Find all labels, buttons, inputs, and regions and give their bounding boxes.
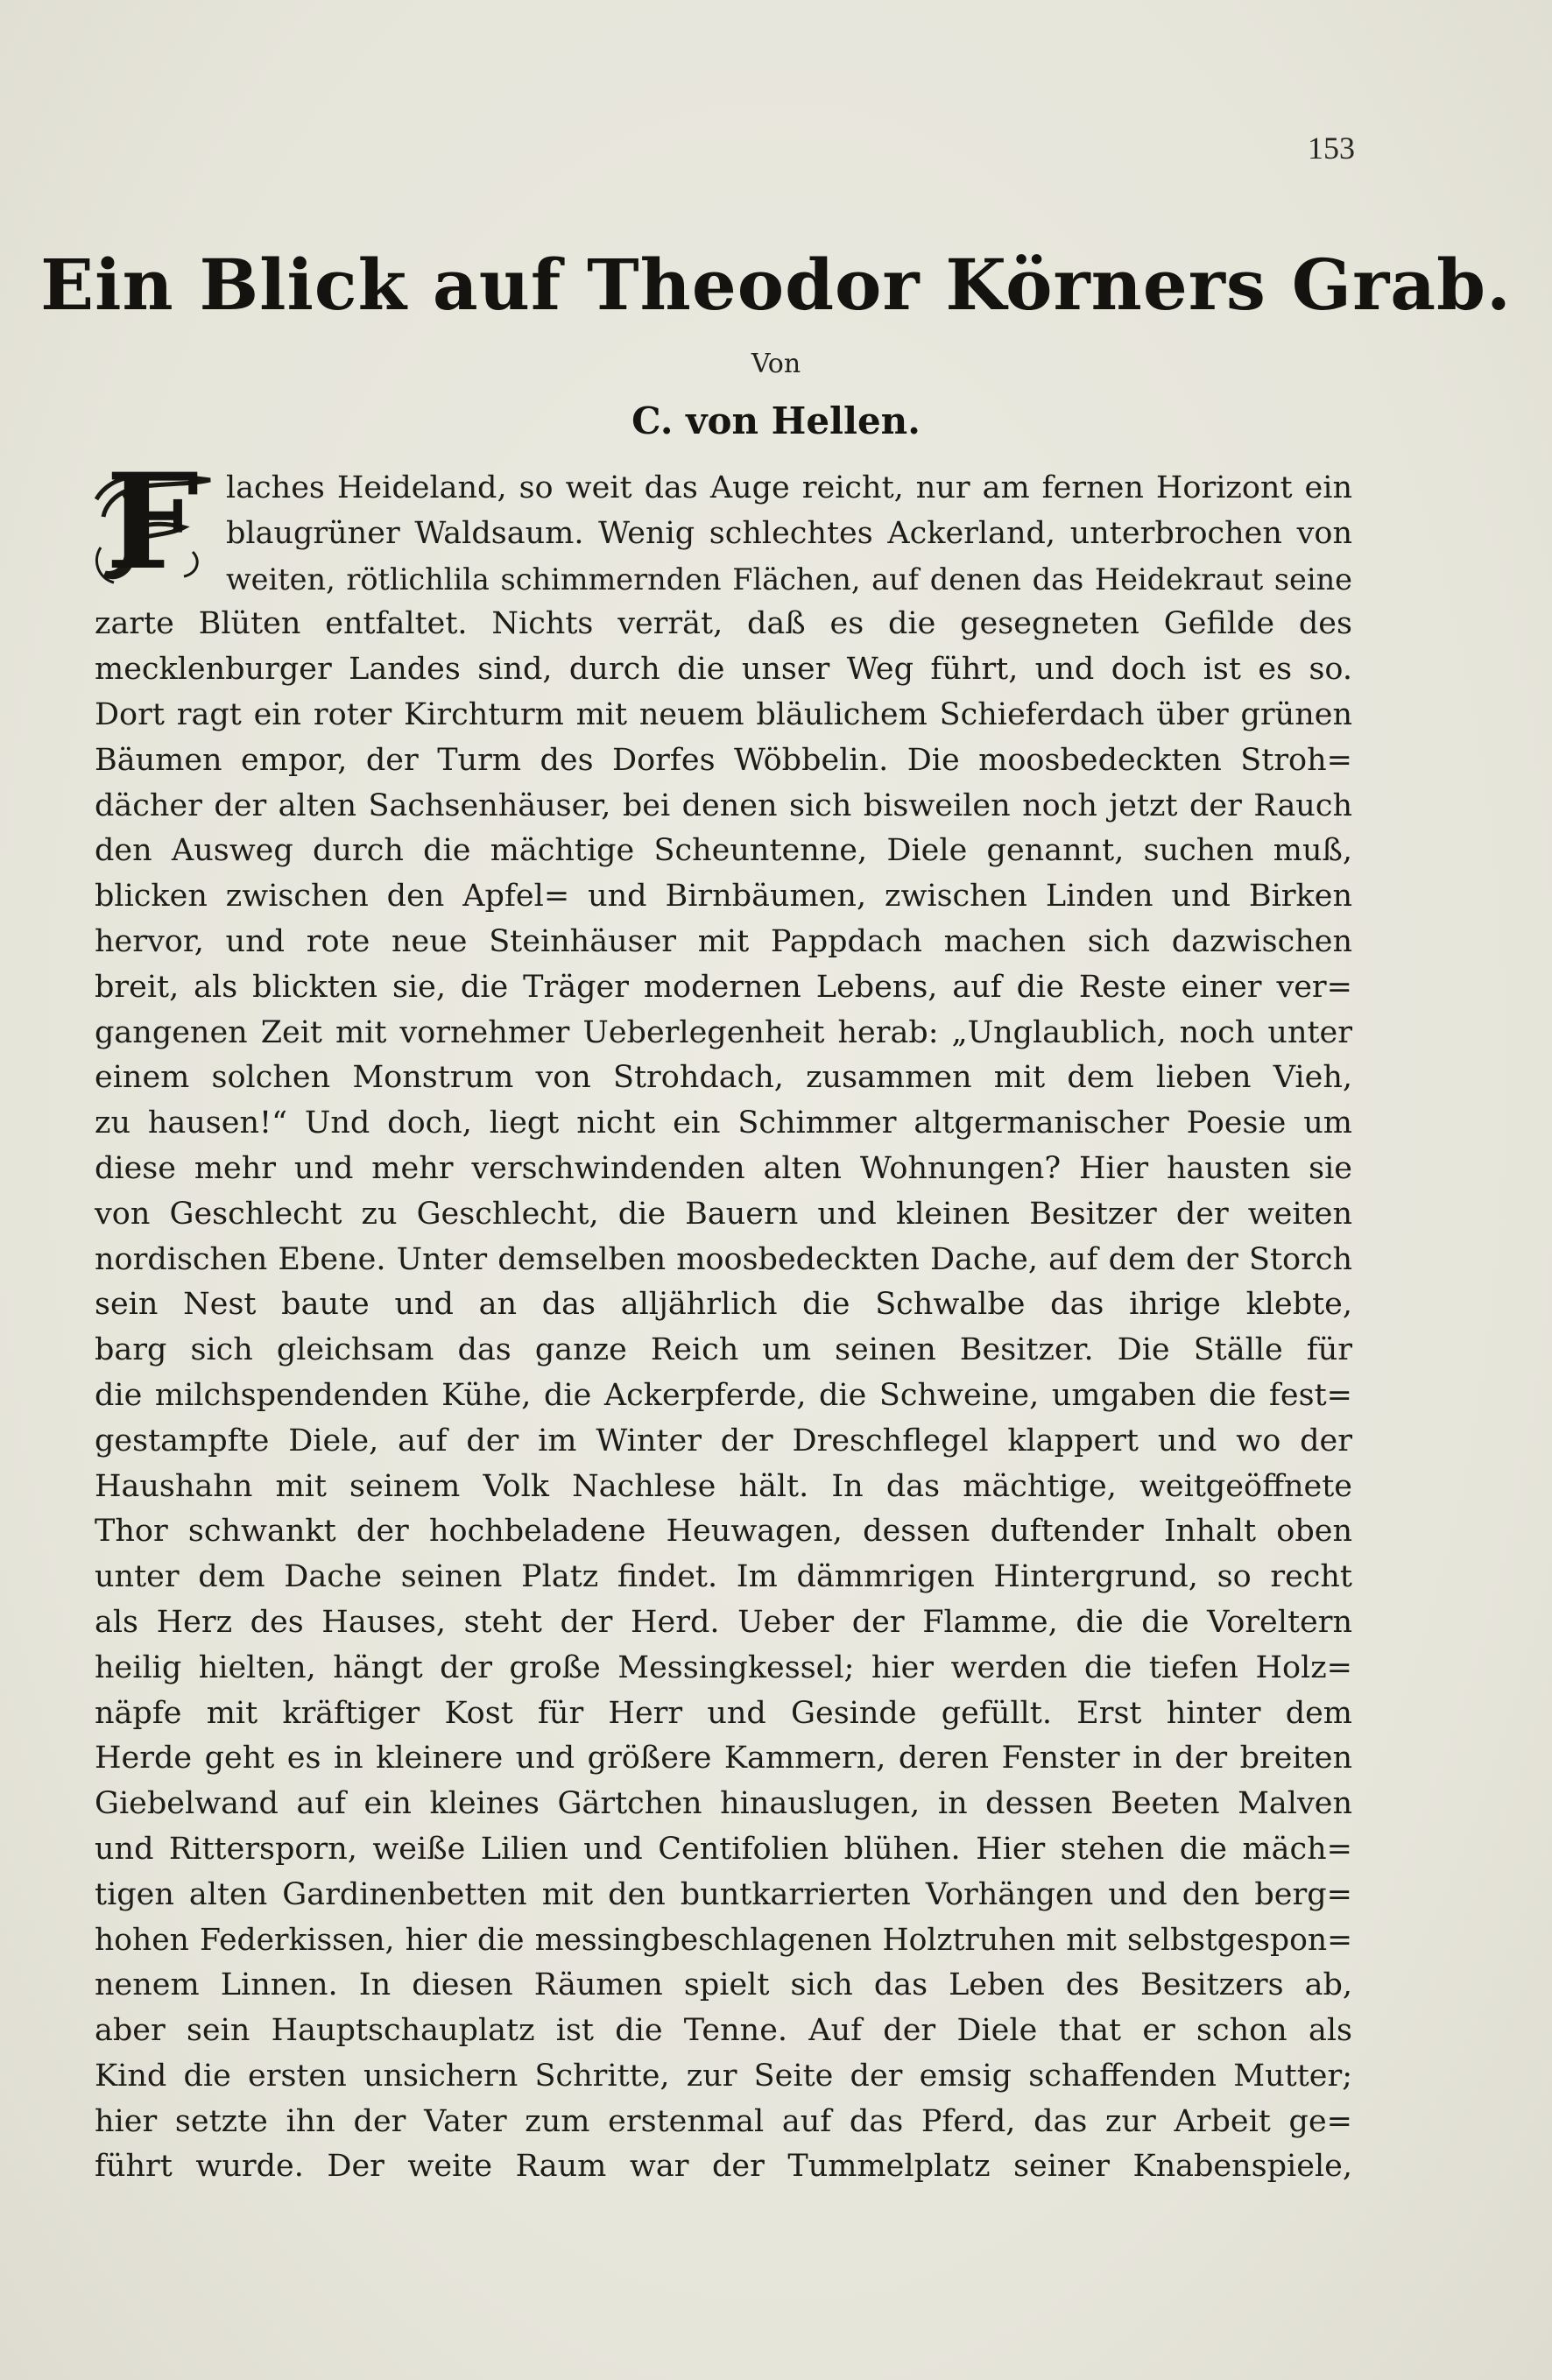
- text-line: unter dem Dache seinen Platz findet. Im dämmrigen Hintergrund, so recht: [95, 1559, 1352, 1595]
- text-line: Bäumen empor, der Turm des Dorfes Wöbbelin. Die moosbedeckten Stroh=: [95, 742, 1352, 778]
- text-line: blicken zwischen den Apfel= und Birnbäumen, zwischen Linden und Birken: [95, 879, 1352, 915]
- text-line: nordischen Ebene. Unter demselben moosbedeckten Dache, auf dem der Storch: [95, 1241, 1352, 1277]
- drop-cap-letter: F: [105, 445, 200, 599]
- text-line: nenem Linnen. In diesen Räumen spielt sich das Leben des Besitzers ab,: [95, 1967, 1352, 2003]
- text-line: blaugrüner Waldsaum. Wenig schlechtes Ackerland, unterbrochen von: [226, 515, 1352, 551]
- article-title: Ein Blick auf Theodor Körners Grab.: [40, 244, 1512, 326]
- article-body: [95, 466, 1352, 2190]
- text-line: barg sich gleichsam das ganze Reich um seinen Besitzer. Die Ställe für: [95, 1332, 1352, 1368]
- text-line: hohen Federkissen, hier die messingbeschlagenen Holztruhen mit selbstgespon=: [95, 1922, 1352, 1958]
- author-name: C. von Hellen.: [631, 399, 921, 442]
- text-line: Dort ragt ein roter Kirchturm mit neuem bläulichem Schieferdach über grünen: [95, 696, 1352, 732]
- text-line: gestampfte Diele, auf der im Winter der Dreschflegel klappert und wo der: [95, 1423, 1352, 1458]
- text-line: gangenen Zeit mit vornehmer Ueberlegenheit herab: „Unglaublich, noch unter: [95, 1014, 1352, 1050]
- text-line: die milchspendenden Kühe, die Ackerpferde, die Schweine, umgaben die fest=: [95, 1377, 1352, 1413]
- text-line: als Herz des Hauses, steht der Herd. Ueber der Flamme, die die Voreltern: [95, 1604, 1352, 1640]
- text-line: hervor, und rote neue Steinhäuser mit Pappdach machen sich dazwischen: [95, 923, 1352, 959]
- text-line: weiten, rötlichlila schimmernden Flächen, auf denen das Heidekraut seine: [226, 561, 1352, 597]
- text-line: Herde geht es in kleinere und größere Kammern, deren Fenster in der breiten: [95, 1741, 1352, 1776]
- text-line: zarte Blüten entfaltet. Nichts verrät, daß es die gesegneten Gefilde des: [95, 606, 1352, 642]
- text-line: führt wurde. Der weite Raum war der Tummelplatz seiner Knabenspiele,: [95, 2149, 1352, 2185]
- text-line: diese mehr und mehr verschwindenden alten Wohnungen? Hier hausten sie: [95, 1150, 1352, 1186]
- text-line: aber sein Hauptschauplatz ist die Tenne. Auf der Diele that er schon als: [95, 2013, 1352, 2049]
- text-line: Thor schwankt der hochbeladene Heuwagen, dessen duftender Inhalt oben: [95, 1514, 1352, 1550]
- page-number: 153: [1308, 131, 1355, 166]
- text-line: mecklenburger Landes sind, durch die unser Weg führt, und doch ist es so.: [95, 652, 1352, 688]
- text-line: zu hausen!“ Und doch, liegt nicht ein Schimmer altgermanischer Poesie um: [95, 1105, 1352, 1141]
- text-line: laches Heideland, so weit das Auge reicht, nur am fernen Horizont ein: [226, 470, 1352, 505]
- text-line: den Ausweg durch die mächtige Scheuntenne, Diele genannt, suchen muß,: [95, 833, 1352, 869]
- text-line: näpfe mit kräftiger Kost für Herr und Gesinde gefüllt. Erst hinter dem: [95, 1695, 1352, 1731]
- text-line: Haushahn mit seinem Volk Nachlese hält. In das mächtige, weitgeöffnete: [95, 1468, 1352, 1504]
- text-line: dächer der alten Sachsenhäuser, bei denen sich bisweilen noch jetzt der Rauch: [95, 787, 1352, 823]
- text-line: von Geschlecht zu Geschlecht, die Bauern und kleinen Besitzer der weiten: [95, 1196, 1352, 1232]
- text-line: hier setzte ihn der Vater zum erstenmal auf das Pferd, das zur Arbeit ge=: [95, 2103, 1352, 2139]
- text-line: tigen alten Gardinenbetten mit den buntkarrierten Vorhängen und den berg=: [95, 1876, 1352, 1912]
- text-line: Giebelwand auf ein kleines Gärtchen hinauslugen, in dessen Beeten Malven: [95, 1786, 1352, 1822]
- text-line: sein Nest baute und an das alljährlich die Schwalbe das ihrige klebte,: [95, 1287, 1352, 1323]
- text-line: Kind die ersten unsichern Schritte, zur Seite der emsig schaffenden Mutter;: [95, 2058, 1352, 2094]
- byline-von: Von: [751, 349, 801, 379]
- text-line: breit, als blickten sie, die Träger modernen Lebens, auf die Reste einer ver=: [95, 969, 1352, 1005]
- text-line: heilig hielten, hängt der große Messingkessel; hier werden die tiefen Holz=: [95, 1649, 1352, 1685]
- text-line: und Rittersporn, weiße Lilien und Centifolien blühen. Hier stehen die mäch=: [95, 1831, 1352, 1867]
- text-line: einem solchen Monstrum von Strohdach, zusammen mit dem lieben Vieh,: [95, 1060, 1352, 1096]
